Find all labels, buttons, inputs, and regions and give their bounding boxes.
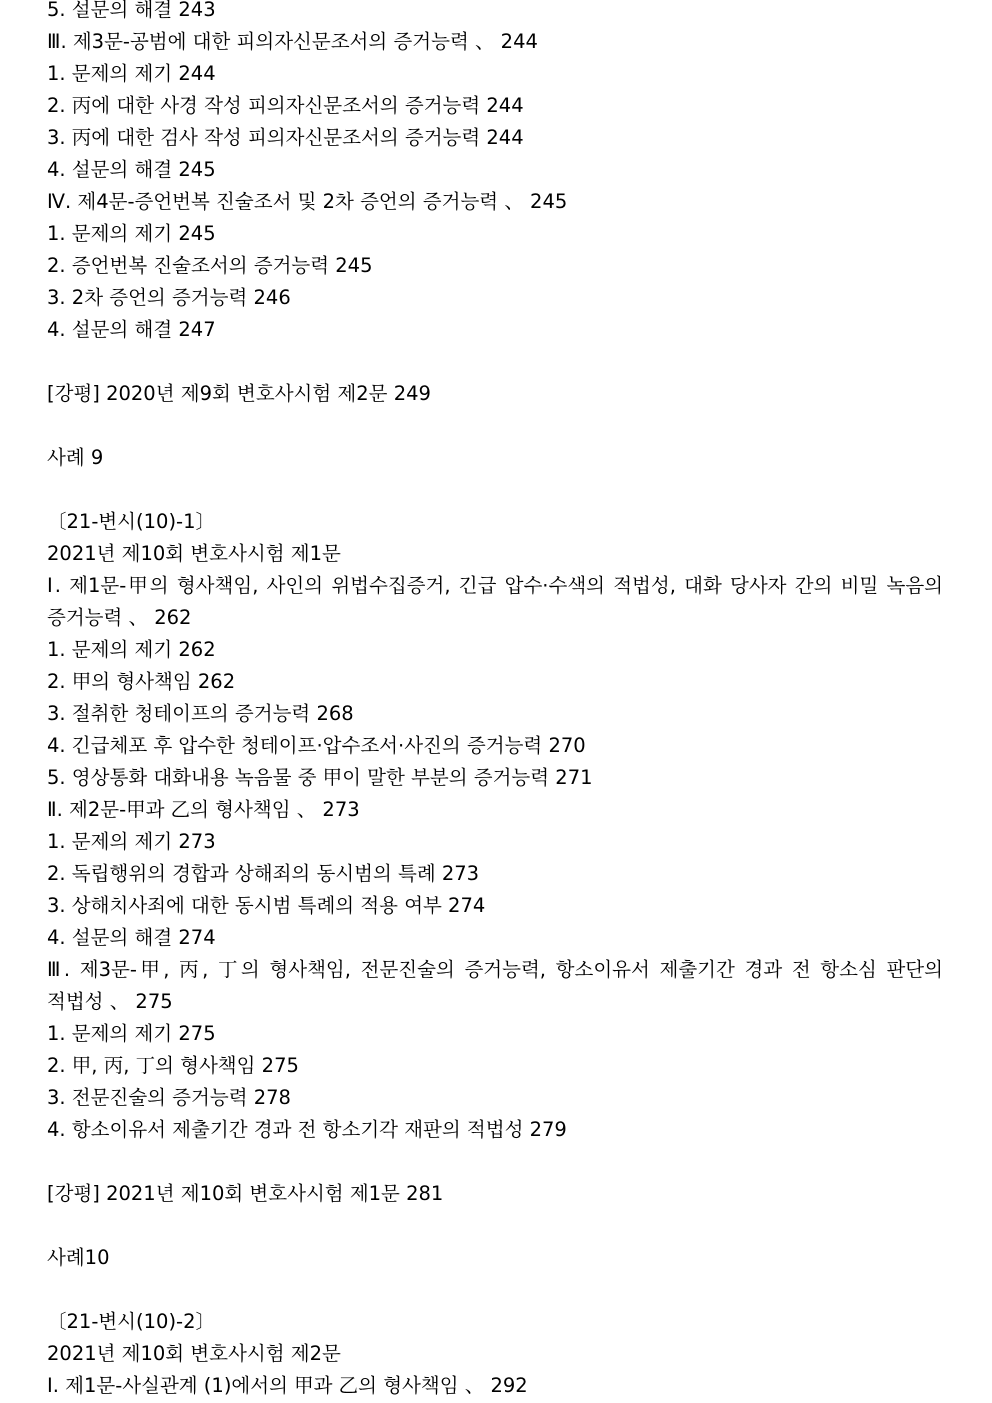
toc-entry: 2. 甲, 丙, 丁의 형사책임 275 bbox=[47, 1054, 299, 1077]
toc-entry: 4. 설문의 해결 247 bbox=[47, 318, 216, 341]
blank-line bbox=[47, 474, 947, 506]
case-code: 〔21-변시(10)-1〕 bbox=[47, 510, 215, 533]
blank-line bbox=[47, 1274, 947, 1306]
toc-review-entry: [강평] 2021년 제10회 변호사시험 제1문 281 bbox=[47, 1182, 444, 1205]
toc-entry: 4. 설문의 해결 245 bbox=[47, 158, 216, 181]
exam-title: 2021년 제10회 변호사시험 제1문 bbox=[47, 542, 341, 565]
toc-entry: 4. 긴급체포 후 압수한 청테이프·압수조서·사진의 증거능력 270 bbox=[47, 734, 586, 757]
toc-entry: 3. 전문진술의 증거능력 278 bbox=[47, 1086, 291, 1109]
toc-entry: 3. 절취한 청테이프의 증거능력 268 bbox=[47, 702, 354, 725]
toc-entry: 1. 문제의 제기 273 bbox=[47, 830, 216, 853]
toc-entry: 1. 문제의 제기 262 bbox=[47, 638, 216, 661]
toc-section-heading: Ⅲ. 제3문-공범에 대한 피의자신문조서의 증거능력 、 244 bbox=[47, 30, 538, 53]
toc-entry: 5. 설문의 해결 243 bbox=[47, 0, 216, 21]
toc-section-heading: Ⅲ. 제3문-甲, 丙, 丁의 형사책임, 전문진술의 증거능력, 항소이유서 제출기간 경과 전 항소심 판단의 적법성 、 275 bbox=[47, 958, 943, 1013]
toc-section-heading: Ⅰ. 제1문-사실관계 (1)에서의 甲과 乙의 형사책임 、 292 bbox=[47, 1374, 528, 1397]
toc-section-heading: Ⅳ. 제4문-증언번복 진술조서 및 2차 증언의 증거능력 、 245 bbox=[47, 190, 568, 213]
toc-entry: 2. 丙에 대한 사경 작성 피의자신문조서의 증거능력 244 bbox=[47, 94, 524, 117]
blank-line bbox=[47, 410, 947, 442]
toc-entry: 1. 문제의 제기 245 bbox=[47, 222, 216, 245]
blank-line bbox=[47, 1146, 947, 1178]
toc-entry: 3. 丙에 대한 검사 작성 피의자신문조서의 증거능력 244 bbox=[47, 126, 524, 149]
toc-entry: 2. 독립행위의 경합과 상해죄의 동시범의 특례 273 bbox=[47, 862, 480, 885]
toc-entry: 1. 문제의 제기 275 bbox=[47, 1022, 216, 1045]
toc-entry: 3. 상해치사죄에 대한 동시범 특례의 적용 여부 274 bbox=[47, 894, 486, 917]
case-heading: 사례 9 bbox=[47, 446, 104, 469]
exam-title: 2021년 제10회 변호사시험 제2문 bbox=[47, 1342, 341, 1365]
toc-review-entry: [강평] 2020년 제9회 변호사시험 제2문 249 bbox=[47, 382, 431, 405]
blank-line bbox=[47, 1210, 947, 1242]
case-code: 〔21-변시(10)-2〕 bbox=[47, 1310, 215, 1333]
toc-entry: 4. 설문의 해결 274 bbox=[47, 926, 216, 949]
toc-entry: 2. 甲의 형사책임 262 bbox=[47, 670, 236, 693]
blank-line bbox=[47, 346, 947, 378]
case-heading: 사례10 bbox=[47, 1246, 110, 1269]
document-page bbox=[47, 0, 947, 1402]
toc-entry: 5. 영상통화 대화내용 녹음물 중 甲이 말한 부분의 증거능력 271 bbox=[47, 766, 593, 789]
toc-entry: 1. 문제의 제기 244 bbox=[47, 62, 216, 85]
toc-section-heading: Ⅰ. 제1문-甲의 형사책임, 사인의 위법수집증거, 긴급 압수·수색의 적법성, 대화 당사자 간의 비밀 녹음의 증거능력 、 262 bbox=[47, 574, 943, 629]
toc-entry: 2. 증언번복 진술조서의 증거능력 245 bbox=[47, 254, 373, 277]
toc-entry: 3. 2차 증언의 증거능력 246 bbox=[47, 286, 291, 309]
toc-section-heading: Ⅱ. 제2문-甲과 乙의 형사책임 、 273 bbox=[47, 798, 360, 821]
toc-entry: 4. 항소이유서 제출기간 경과 전 항소기각 재판의 적법성 279 bbox=[47, 1118, 567, 1141]
